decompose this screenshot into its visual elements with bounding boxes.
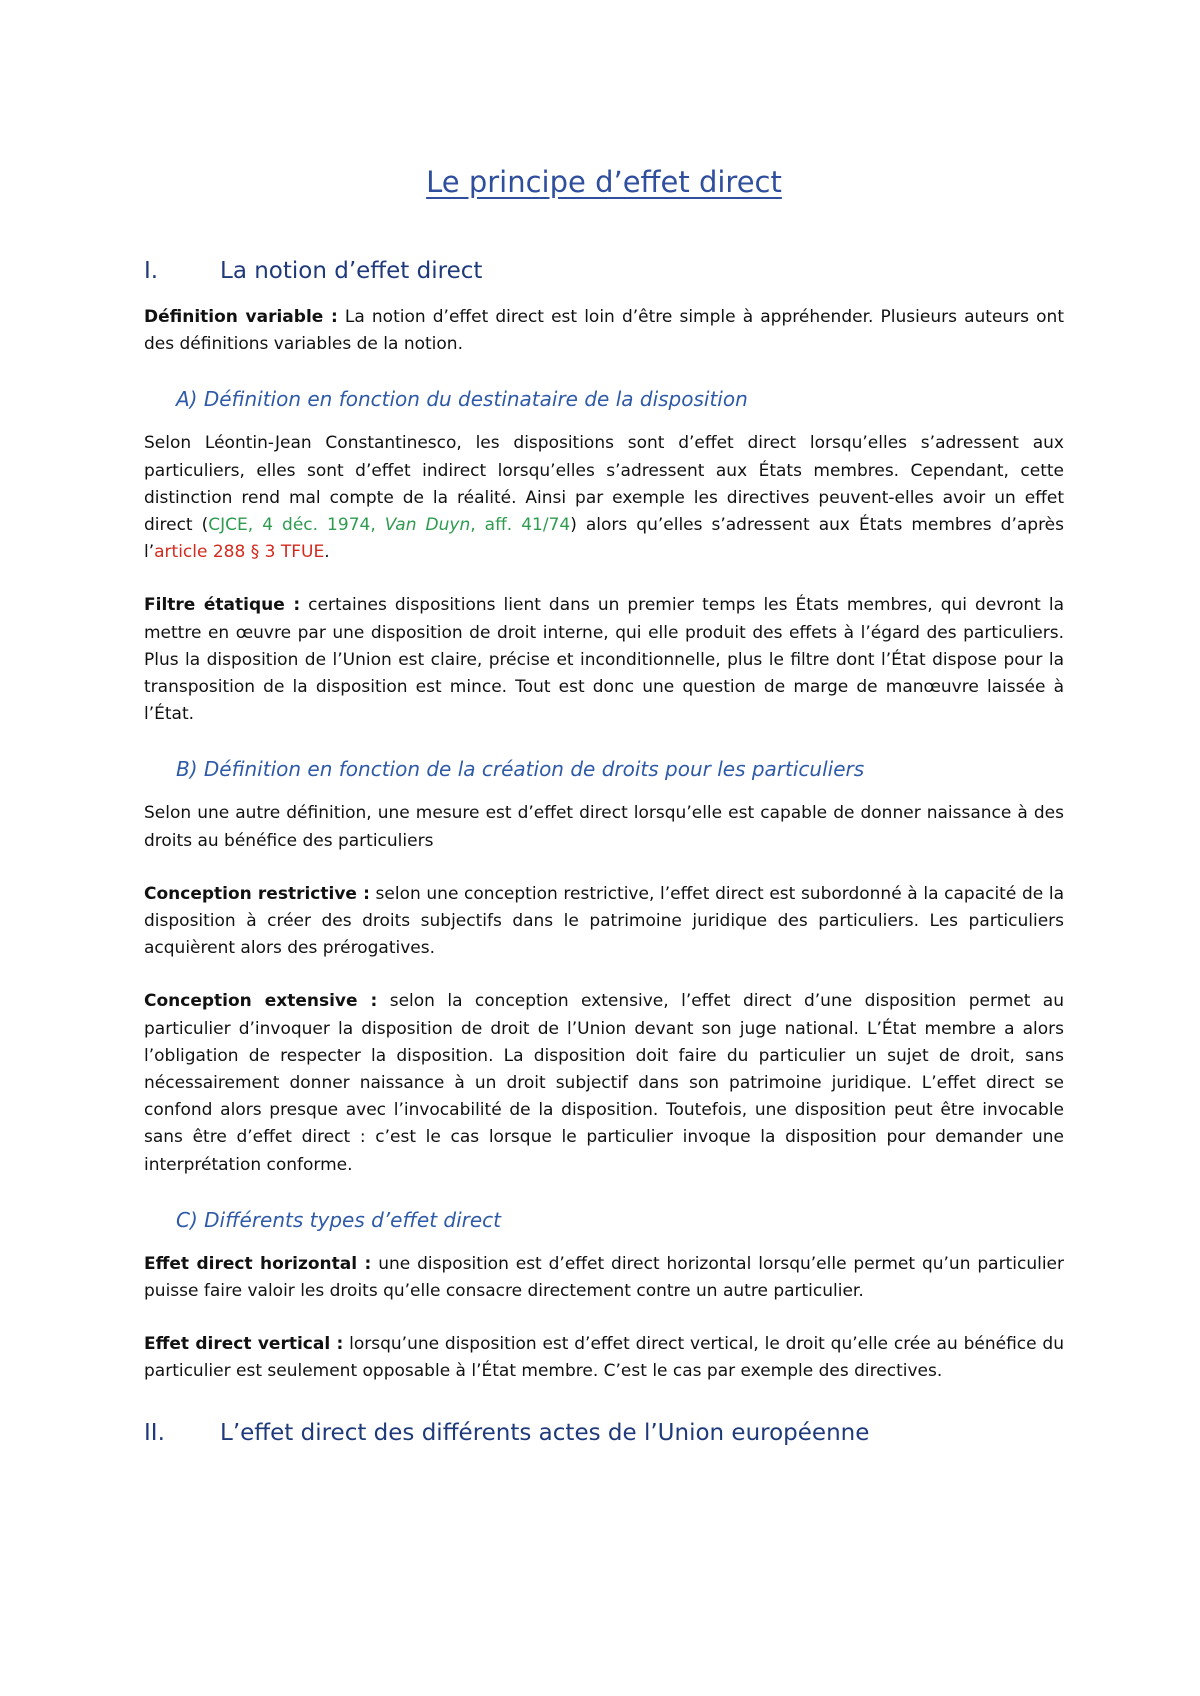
constantinesco-text-cont: ) alors qu’elles s’adressent aux États membres d’après l’ — [144, 515, 1065, 563]
constantinesco-text: Selon Léontin-Jean Constantinesco, les dispositions sont d’effet direct lorsqu’elles s’adressent aux particuliers, elles sont d’effet indirect lorsqu’elles s’adressent aux États membres. Cependant, cette distinction rend mal compte de la réalité. Ainsi par exemple les directives peuvent-elles avoir un effet direct ( — [144, 433, 1064, 536]
vertical-paragraph — [144, 1331, 1064, 1385]
filtre-paragraph — [144, 592, 1064, 728]
constantinesco-paragraph — [144, 430, 1064, 566]
restrictive-label: Conception restrictive : — [144, 883, 370, 904]
section-2-title: L’effet direct des différents actes de l’Union européenne — [220, 1419, 870, 1446]
horizontal-paragraph — [144, 1251, 1064, 1305]
constantinesco-end: . — [324, 542, 330, 563]
filtre-label: Filtre étatique : — [144, 595, 301, 616]
extensive-text: selon la conception extensive, l’effet direct d’une disposition permet au particulier d’invoquer la disposition de droit de l’Union devant son juge national. L’État membre a alors l’obligation de respecter la disposition. La disposition doit faire du particulier un sujet de droit, sans nécessairement donner naissance à un droit subjectif dans son patrimoine juridique. L’effet direct se confond alors presque avec l’invocabilité de la disposition. Toutefois, une disposition peut être invocable sans être d’effet direct : c’est le cas lorsque le particulier invoque la disposition pour demander une interprétation conforme. — [144, 991, 1065, 1175]
filtre-text: certaines dispositions lient dans un premier temps les États membres, qui devront la mettre en œuvre par une disposition de droit interne, qui elle produit des effets à l’égard des particuliers. Plus la disposition de l’Union est claire, précise et inconditionnelle, plus le filtre dont l’État dispose pour la transposition de la disposition est mince. Tout est donc une question de marge de manœuvre laissée à l’État. — [144, 595, 1064, 725]
article-reference: article 288 § 3 TFUE — [154, 542, 325, 563]
subsection-a-heading: A) Définition en fonction du destinataire de la disposition — [176, 387, 748, 412]
section-1-heading — [144, 254, 1064, 288]
case-citation-name: Van Duyn — [384, 515, 471, 536]
case-citation-number: , aff. 41/74 — [470, 515, 571, 536]
extensive-label: Conception extensive : — [144, 991, 378, 1012]
section-2-number: II. — [144, 1419, 165, 1446]
extensive-paragraph — [144, 988, 1064, 1178]
case-citation-court: CJCE, 4 déc. 1974, — [208, 515, 385, 536]
autre-definition-paragraph: Selon une autre définition, une mesure est d’effet direct lorsqu’elle est capable de donner naissance à des droits au bénéfice des particuliers — [144, 803, 1064, 851]
section-1-title: La notion d’effet direct — [220, 258, 483, 284]
definition-text: La notion d’effet direct est loin d’être simple à appréhender. Plusieurs auteurs ont des définitions variables de la notion. — [144, 307, 1064, 355]
document-body — [144, 162, 1064, 1466]
section-1-number: I. — [144, 258, 159, 284]
case-citation — [208, 515, 570, 535]
subsection-c-heading: C) Différents types d’effet direct — [176, 1207, 502, 1232]
vertical-label: Effet direct vertical : — [144, 1334, 344, 1355]
definition-label: Définition variable : — [144, 307, 338, 327]
horizontal-text: une disposition est d’effet direct horizontal lorsqu’elle permet qu’un particulier puisse faire valoir les droits qu’elle consacre directement contre un autre particulier. — [144, 1253, 1064, 1302]
definition-paragraph — [144, 304, 1064, 358]
restrictive-paragraph — [144, 881, 1064, 963]
subsection-b-heading: B) Définition en fonction de la création de droits pour les particuliers — [176, 757, 865, 782]
horizontal-label: Effet direct horizontal : — [144, 1253, 372, 1274]
restrictive-text: selon une conception restrictive, l’effet direct est subordonné à la capacité de la disposition à créer des droits subjectifs dans le patrimoine juridique des particuliers. Les particuliers acquièrent alors des prérogatives. — [144, 883, 1064, 959]
document-title: Le principe d’effet direct — [426, 165, 782, 199]
vertical-text: lorsqu’une disposition est d’effet direct vertical, le droit qu’elle crée au bénéfice du particulier est seulement opposable à l’État membre. C’est le cas par exemple des directives. — [144, 1334, 1064, 1382]
section-2-heading — [144, 1416, 1064, 1450]
